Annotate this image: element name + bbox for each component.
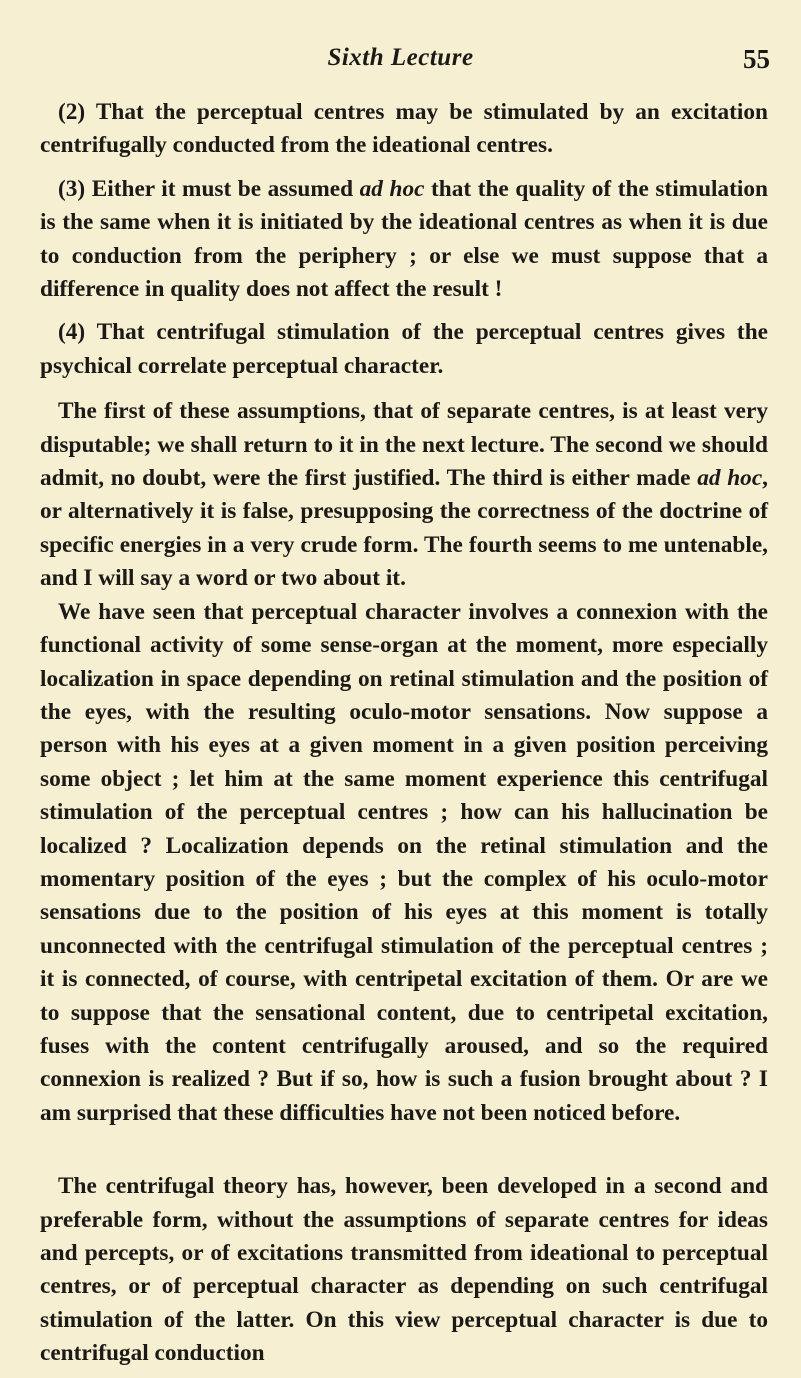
paragraph-assumptions-rest: , or alternatively it is false, presupposing the correctness of the doctrine of specific energies in a very crude form. The fourth seems to me untenable, and I will say a word or two about it. xyxy=(40,465,768,592)
paragraph-centrifugal-theory: The centrifugal theory has, however, been developed in a second and preferable form, without the assumptions of separate centres for ideas and percepts, or of excitations transmitted from ideational to perceptual centres, or of perceptual character as depending on such centrifugal stimulation of the latter. On this view perceptual character is due to centrifugal conduction xyxy=(40,1173,768,1367)
paragraph-2: (2) That the perceptual centres may be stimulated by an excitation centrifugally conducted from the ideational centres. xyxy=(40,99,768,159)
page-number: 55 xyxy=(743,44,770,74)
body-text xyxy=(40,96,768,1371)
paragraph-3-start: (3) Either it must be assumed xyxy=(58,175,360,202)
running-head: Sixth Lecture xyxy=(327,44,474,71)
paragraph-3-italic: ad hoc xyxy=(359,175,425,202)
paragraph-3-rest: that the quality of the stimulation is the same when it is initiated by the ideational centres as when it is due to conduction from the periphery ; or else we must suppose that a difference in quality does not affect the result ! xyxy=(40,175,768,303)
paragraph-localization: We have seen that perceptual character involves a connexion with the functional activity of some sense-organ at the moment, more especially localization in space depending on retinal stimulation and the position of the eyes, with the resulting oculo-motor sensations. Now suppose a person with his eyes at a given moment in a given position perceiving some object ; let him at the same moment experience this centrifugal stimulation of the perceptual centres ; how can his hallucination be localized ? Localization depends on the retinal stimulation and the momentary position of the eyes ; but the complex of his oculo-motor sensations due to the position of his eyes at this moment is totally unconnected with the centrifugal stimulation of the perceptual centres ; it is connected, of course, with centripetal excitation of them. Or are we to suppose that the sensational content, due to centripetal excitation, fuses with the content centrifugally aroused, and so the required connexion is realized ? But if so, how is such a fusion brought about ? I am surprised that these difficulties have not been noticed before. xyxy=(40,598,768,1126)
paragraph-assumptions-start: The first of these assumptions, that of separate centres, is at least very disputable; we shall return to it in the next lecture. The second we should admit, no doubt, were the first justified. The third is either made xyxy=(40,398,768,492)
page-header xyxy=(0,40,801,80)
paragraph-3 xyxy=(40,173,768,307)
paragraph-4: (4) That centrifugal stimulation of the perceptual centres gives the psychical correlate perceptual character. xyxy=(40,319,768,379)
paragraph-assumptions-italic: ad hoc xyxy=(697,465,763,492)
paragraph-assumptions xyxy=(40,395,768,595)
